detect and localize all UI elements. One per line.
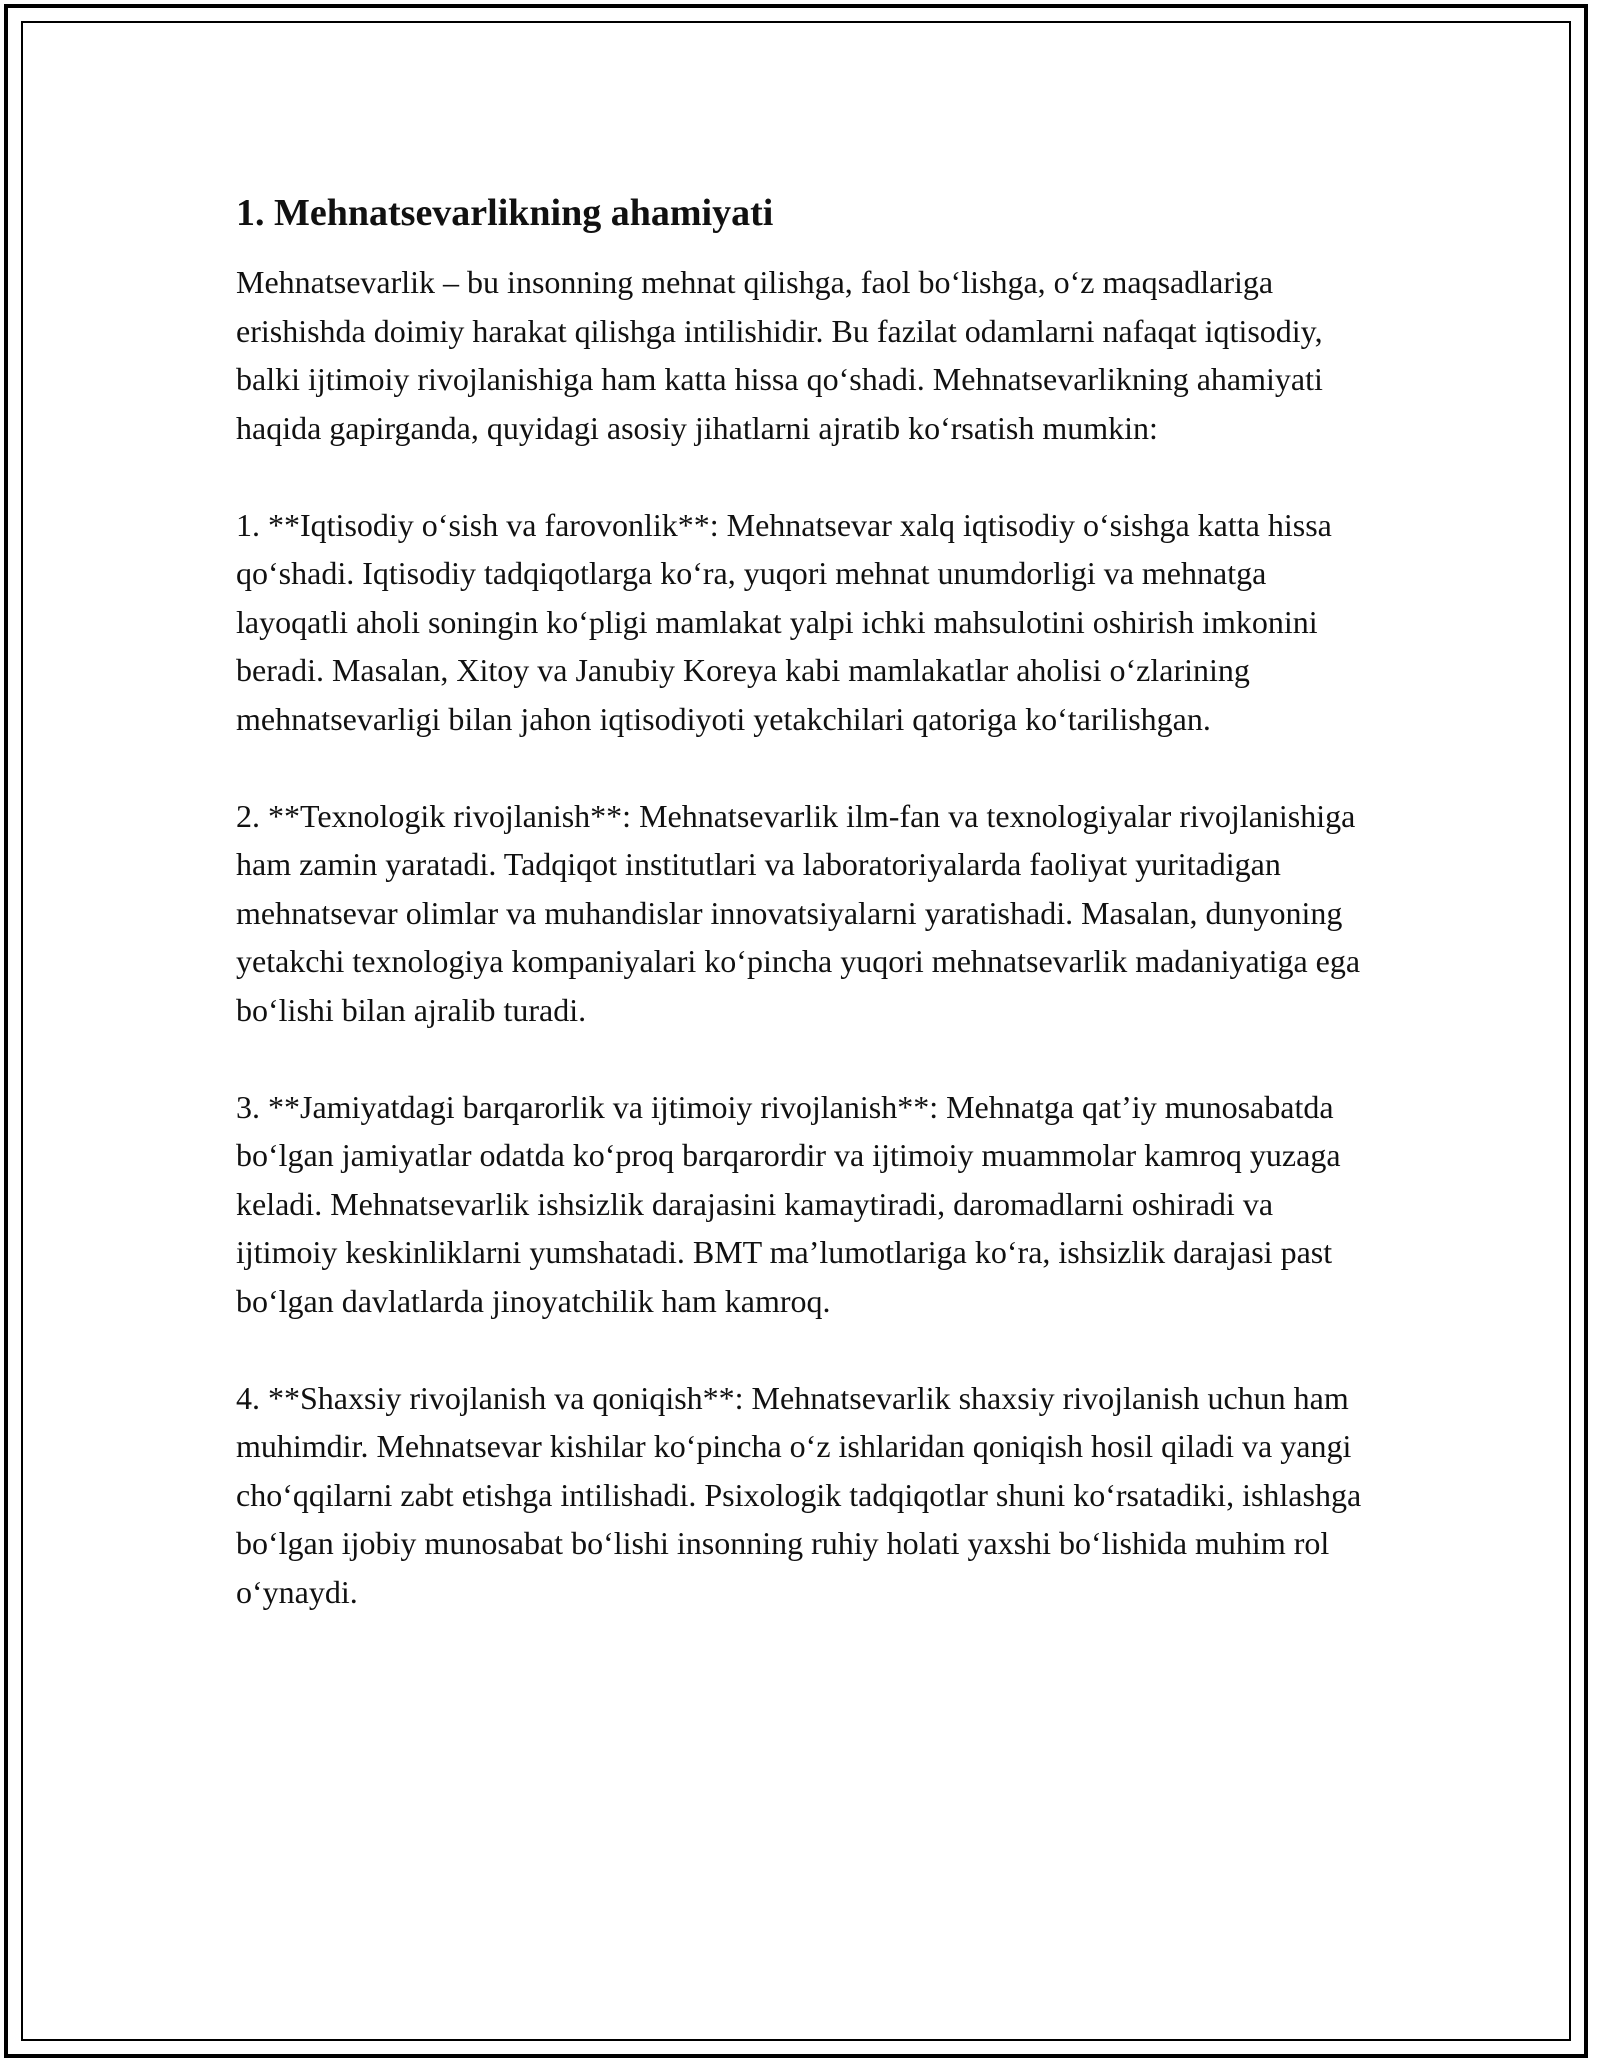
point-3-paragraph: 3. **Jamiyatdagi barqarorlik va ijtimoiy rivojlanish**: Mehnatga qat’iy munosabatda boʻlgan jamiyatlar odatda koʻproq barqarordir va ijtimoiy muammolar kamroq yuzaga keladi. Mehnatsevarlik ishsizlik darajasini kamaytiradi, daromadlarni oshiradi va ijtimoiy keskinliklarni yumshatadi. BMT ma’lumotlariga koʻra, ishsizlik darajasi past boʻlgan davlatlarda jinoyatchilik ham kamroq. bbox=[236, 1088, 1341, 1319]
point-2-paragraph: 2. **Texnologik rivojlanish**: Mehnatsevarlik ilm-fan va texnologiyalar rivojlanishiga ham zamin yaratadi. Tadqiqot institutlari va laboratoriyalarda faoliyat yuritadigan mehnatsevar olimlar va muhandislar innovatsiyalarni yaratishadi. Masalan, dunyoning yetakchi texnologiya kompaniyalari koʻpincha yuqori mehnatsevarlik madaniyatiga ega boʻlishi bilan ajralib turadi. bbox=[236, 797, 1361, 1028]
point-4-paragraph: 4. **Shaxsiy rivojlanish va qoniqish**: Mehnatsevarlik shaxsiy rivojlanish uchun ham muhimdir. Mehnatsevar kishilar koʻpincha oʻz ishlaridan qoniqish hosil qiladi va yangi choʻqqilarni zabt etishga intilishadi. Psixologik tadqiqotlar shuni koʻrsatadiki, ishlashga boʻlgan ijobiy munosabat boʻlishi insonning ruhiy holati yaxshi boʻlishida muhim rol oʻynaydi. bbox=[236, 1379, 1362, 1610]
document-body bbox=[236, 186, 1376, 1665]
point-1-paragraph: 1. **Iqtisodiy oʻsish va farovonlik**: Mehnatsevar xalq iqtisodiy oʻsishga katta hissa qoʻshadi. Iqtisodiy tadqiqotlarga koʻra, yuqori mehnat unumdorligi va mehnatga layoqatli aholi soningin koʻpligi mamlakat yalpi ichki mahsulotini oshirish imkonini beradi. Masalan, Xitoy va Janubiy Koreya kabi mamlakatlar aholisi oʻzlarining mehnatsevarligi bilan jahon iqtisodiyoti yetakchilari qatoriga koʻtarilishgan. bbox=[236, 506, 1332, 737]
section-heading: 1. Mehnatsevarlikning ahamiyati bbox=[236, 192, 774, 234]
intro-paragraph: Mehnatsevarlik – bu insonning mehnat qilishga, faol boʻlishga, oʻz maqsadlariga erishishda doimiy harakat qilishga intilishidir. Bu fazilat odamlarni nafaqat iqtisodiy, balki ijtimoiy rivojlanishiga ham katta hissa qoʻshadi. Mehnatsevarlikning ahamiyati haqida gapirganda, quyidagi asosiy jihatlarni ajratib koʻrsatish mumkin: bbox=[236, 264, 1323, 446]
